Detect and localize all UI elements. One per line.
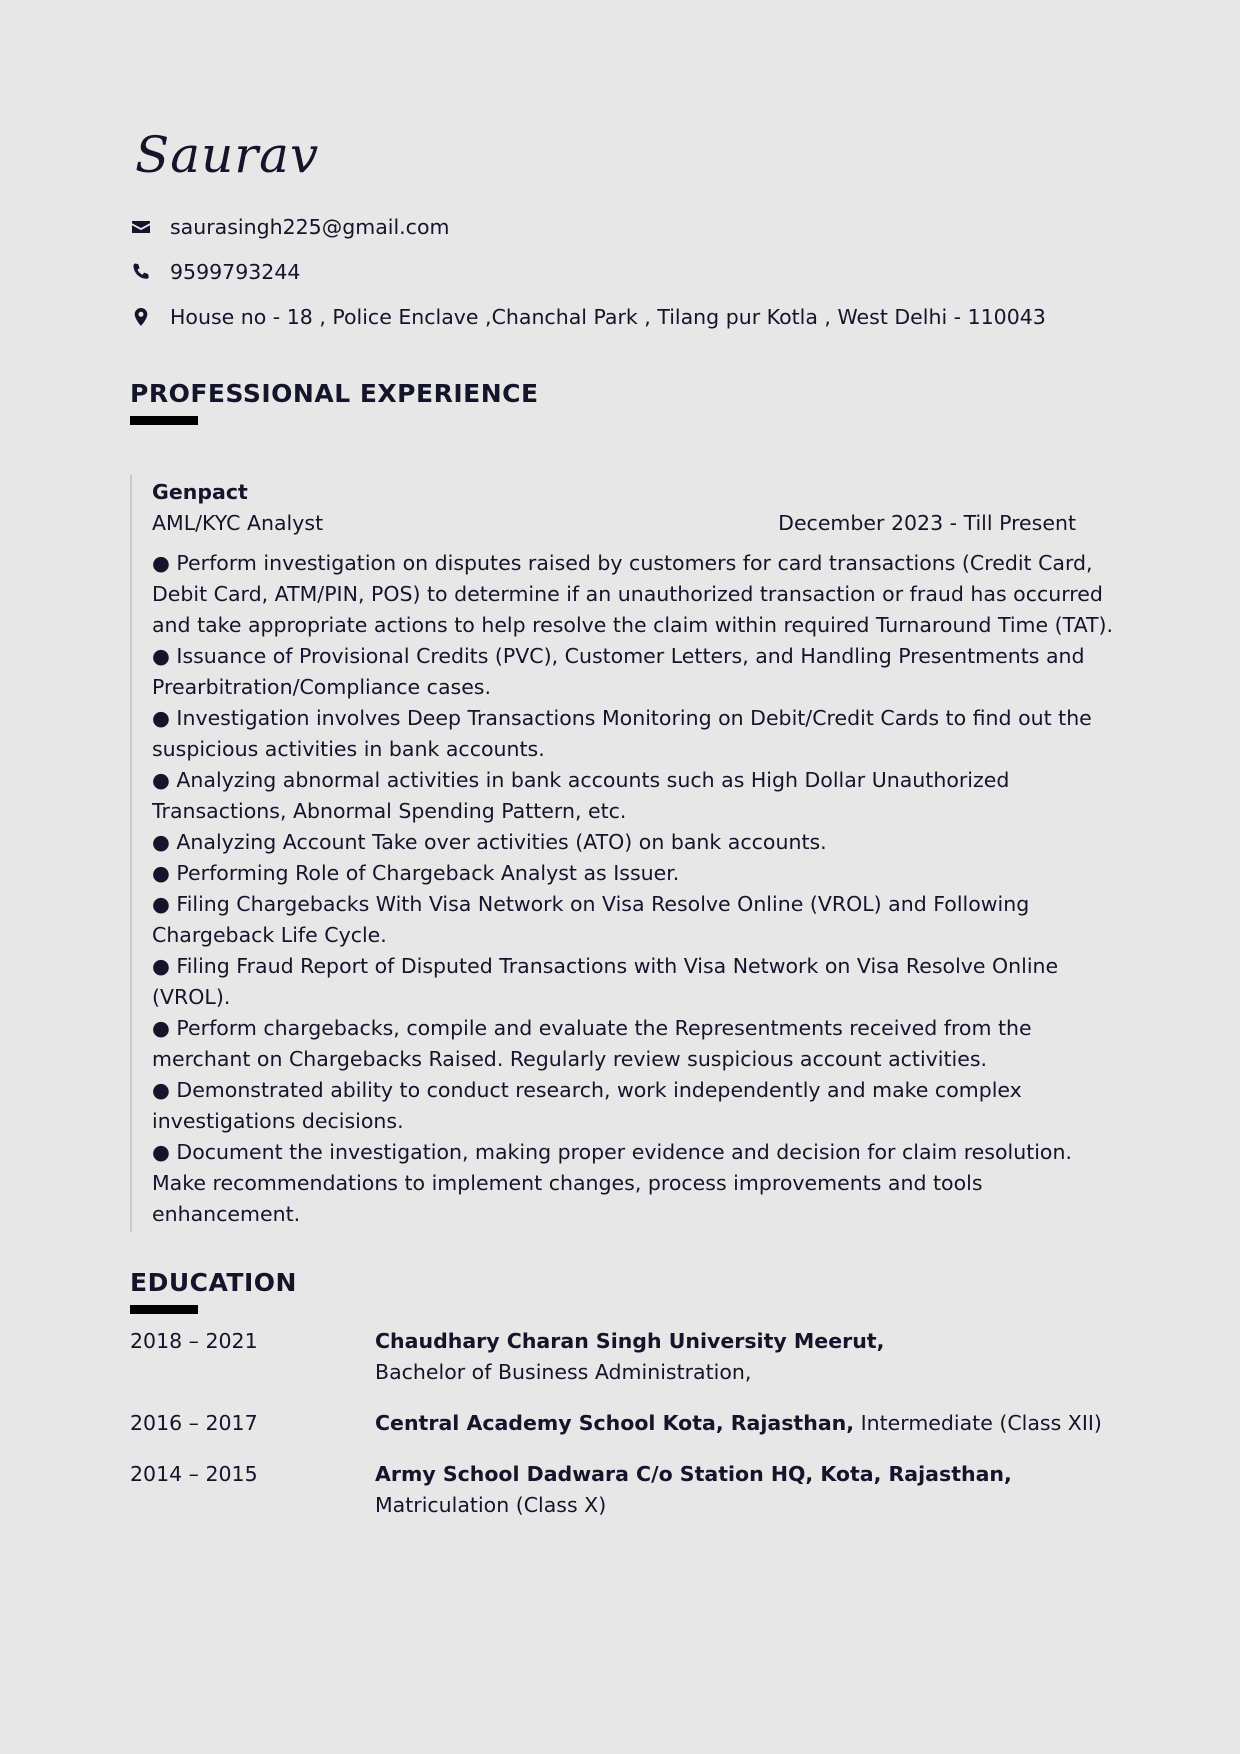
education-details xyxy=(375,1459,1110,1521)
education-entry xyxy=(130,1408,1110,1439)
experience-section xyxy=(130,379,1114,1232)
experience-heading: PROFESSIONAL EXPERIENCE xyxy=(130,379,539,408)
education-years: 2016 – 2017 xyxy=(130,1411,258,1435)
education-list xyxy=(130,1326,1110,1521)
job-bullet: ● Performing Role of Chargeback Analyst as Issuer. xyxy=(152,861,680,885)
job-bullet: ● Investigation involves Deep Transactions Monitoring on Debit/Credit Cards to find out the suspicious activities in bank accounts. xyxy=(152,706,1092,761)
degree-name: Bachelor of Business Administration, xyxy=(375,1360,752,1384)
contact-address xyxy=(130,294,1110,339)
education-heading: EDUCATION xyxy=(130,1268,297,1297)
degree-name: Intermediate (Class XII) xyxy=(854,1411,1102,1435)
resume-page xyxy=(130,120,1114,1541)
degree-name: Matriculation (Class X) xyxy=(375,1493,607,1517)
envelope-icon xyxy=(130,216,152,238)
contact-list xyxy=(130,204,1110,339)
location-pin-icon xyxy=(130,306,152,328)
education-details xyxy=(375,1408,1110,1439)
education-section xyxy=(130,1268,1110,1521)
section-underline xyxy=(130,416,198,425)
job-bullet: ● Filing Chargebacks With Visa Network on Visa Resolve Online (VROL) and Following Chargeback Life Cycle. xyxy=(152,892,1030,947)
school-name: Central Academy School Kota, Rajasthan, xyxy=(375,1411,855,1435)
job-bullet: ● Document the investigation, making proper evidence and decision for claim resolution. Make recommendations to implement changes, process improvements and tools enhancement. xyxy=(152,1140,1072,1226)
job-bullets xyxy=(152,548,1120,1230)
job-bullet: ● Demonstrated ability to conduct research, work independently and make complex investigations decisions. xyxy=(152,1078,1022,1133)
school-name: Army School Dadwara C/o Station HQ, Kota, Rajasthan, xyxy=(375,1462,1012,1486)
job-bullet: ● Analyzing abnormal activities in bank accounts such as High Dollar Unauthorized Transactions, Abnormal Spending Pattern, etc. xyxy=(152,768,1010,823)
job-bullet: ● Analyzing Account Take over activities (ATO) on bank accounts. xyxy=(152,830,827,854)
company-name: Genpact xyxy=(152,480,248,504)
phone-icon xyxy=(130,261,152,283)
job-title: AML/KYC Analyst xyxy=(152,511,324,535)
contact-email xyxy=(130,204,1110,249)
education-entry xyxy=(130,1459,1110,1521)
education-years: 2018 – 2021 xyxy=(130,1329,258,1353)
candidate-name: Saurav xyxy=(135,126,320,184)
address-text: House no - 18 , Police Enclave ,Chanchal Park , Tilang pur Kotla , West Delhi - 110043 xyxy=(170,304,1046,329)
education-entry xyxy=(130,1326,1110,1388)
school-name: Chaudhary Charan Singh University Meerut, xyxy=(375,1329,885,1353)
phone-text[interactable]: 9599793244 xyxy=(170,259,301,284)
job-bullet: ● Perform chargebacks, compile and evaluate the Representments received from the merchant on Chargebacks Raised. Regularly review suspicious account activities. xyxy=(152,1016,1032,1071)
education-years: 2014 – 2015 xyxy=(130,1462,258,1486)
education-details xyxy=(375,1326,1110,1388)
job-entry xyxy=(130,475,1114,1232)
section-underline xyxy=(130,1305,198,1314)
contact-phone xyxy=(130,249,1110,294)
job-dates: December 2023 - Till Present xyxy=(778,511,1076,535)
email-text[interactable]: saurasingh225@gmail.com xyxy=(170,214,450,239)
role-line xyxy=(152,508,1076,539)
job-bullet: ● Perform investigation on disputes raised by customers for card transactions (Credit Card, Debit Card, ATM/PIN, POS) to determine if an unauthorized transaction or fraud has occurred and take appropriate actions to help resolve the claim within required Turnaround Time (TAT). ● Issuance of Provisional Credits (PVC), Customer Letters, and Handling Presentments and Prearbitration/Compliance cases. xyxy=(152,551,1114,699)
job-bullet: ● Filing Fraud Report of Disputed Transactions with Visa Network on Visa Resolve Online (VROL). xyxy=(152,954,1059,1009)
